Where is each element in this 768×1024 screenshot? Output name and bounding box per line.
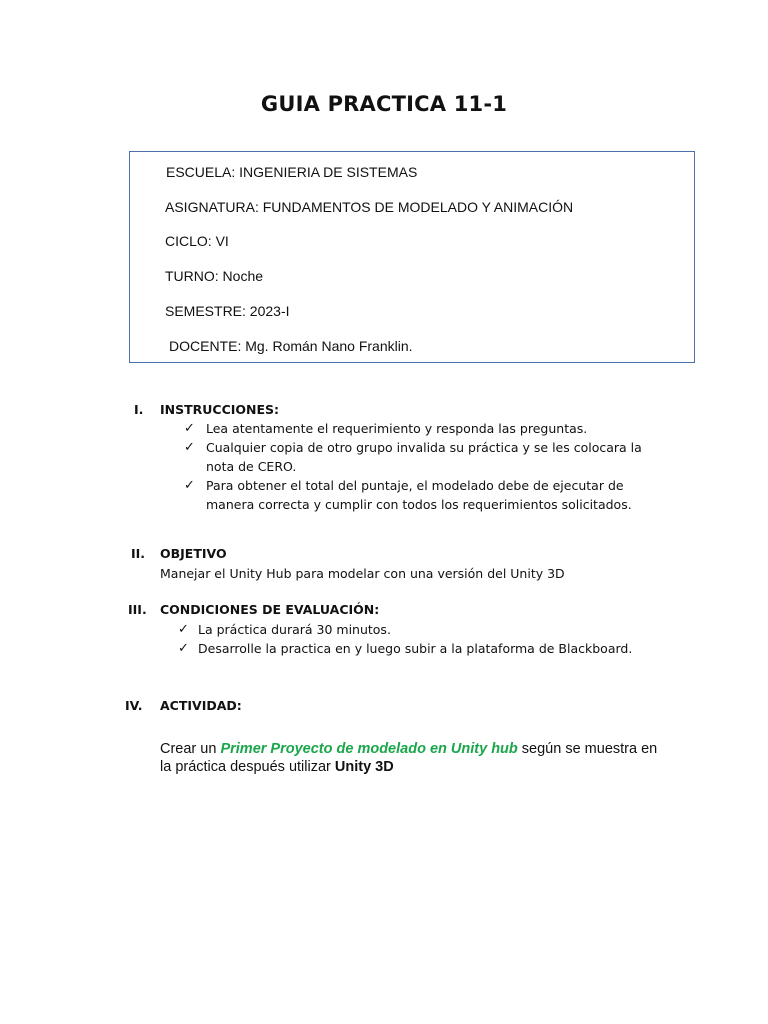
section-heading: ACTIVIDAD: [160,698,242,713]
actividad-text-middle: según se muestra en la práctica después utilizar [160,741,658,775]
section-number: III. [128,602,147,617]
checkmark-icon: ✓ [184,421,195,436]
section-number: IV. [125,698,143,713]
list-item-text: Cualquier copia de otro grupo invalida su práctica y se les colocara la nota de CERO. [206,440,642,474]
info-escuela: ESCUELA: INGENIERIA DE SISTEMAS [166,164,418,180]
objetivo-text: Manejar el Unity Hub para modelar con una versión del Unity 3D [160,566,565,581]
info-asignatura: ASIGNATURA: FUNDAMENTOS DE MODELADO Y ANIMACIÓN [165,199,574,215]
document-title: GUIA PRACTICA 11-1 [260,92,508,116]
list-item-text: Para obtener el total del puntaje, el modelado debe de ejecutar de manera correcta y cumplir con todos los requerimientos solicitados. [206,478,632,512]
checkmark-icon: ✓ [178,622,189,637]
checkmark-icon: ✓ [184,478,195,493]
list-item-text: La práctica durará 30 minutos. [198,622,391,637]
section-heading: OBJETIVO [160,546,227,561]
section-number: I. [134,402,144,417]
list-item-text: Lea atentamente el requerimiento y responda las preguntas. [206,421,588,436]
actividad-paragraph [160,740,665,776]
checkmark-icon: ✓ [178,641,189,656]
actividad-highlight: Primer Proyecto de modelado en Unity hub [220,741,518,757]
list-item-text: Desarrolle la practica en y luego subir a la plataforma de Blackboard. [198,641,633,656]
info-box [129,151,695,363]
info-ciclo: CICLO: VI [165,233,229,249]
checkmark-icon: ✓ [184,440,195,455]
info-turno: TURNO: Noche [165,268,264,284]
actividad-bold-end: Unity 3D [334,759,394,775]
section-number: II. [131,546,146,561]
info-semestre: SEMESTRE: 2023-I [165,303,290,319]
section-heading: INSTRUCCIONES: [160,402,280,417]
actividad-text-before: Crear un [160,741,221,757]
section-heading: CONDICIONES DE EVALUACIÓN: [160,602,380,617]
info-docente: DOCENTE: Mg. Román Nano Franklin. [169,338,413,354]
